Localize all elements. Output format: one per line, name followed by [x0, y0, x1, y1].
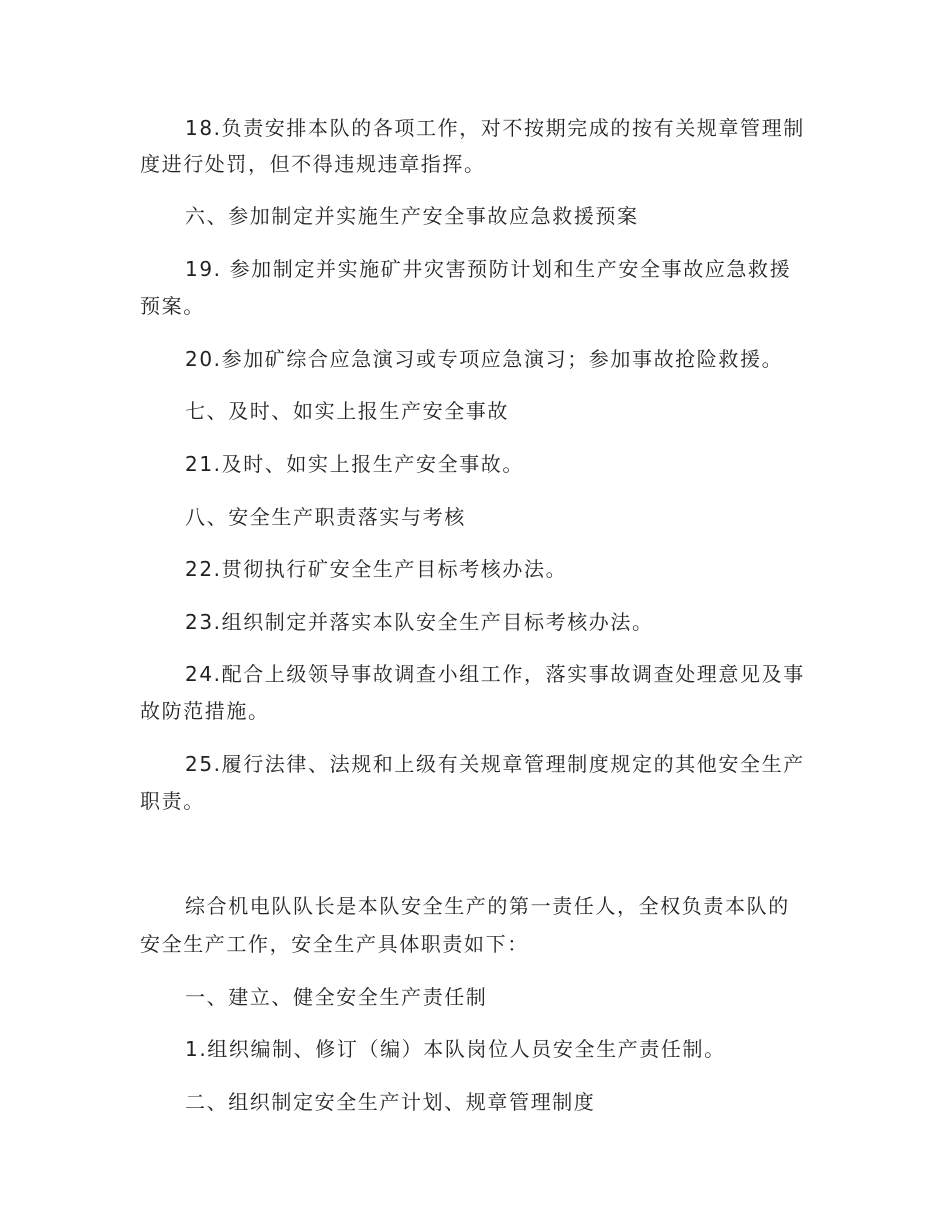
section-6-heading: 六、参加制定并实施生产安全事故应急救援预案	[185, 204, 639, 228]
paragraph-20: 20.参加矿综合应急演习或专项应急演习；参加事故抢险救援。	[185, 347, 784, 371]
paragraph-25-line-1: 25.履行法律、法规和上级有关规章管理制度规定的其他安全生产	[185, 752, 805, 776]
paragraph-18-line-2: 度进行处罚，但不得违规违章指挥。	[140, 152, 486, 176]
section-2-heading: 二、组织制定安全生产计划、规章管理制度	[185, 1090, 596, 1114]
paragraph-22: 22.贯彻执行矿安全生产目标考核办法。	[185, 557, 568, 581]
paragraph-25-line-2: 职责。	[140, 789, 205, 813]
paragraph-19-line-1: 19. 参加制定并实施矿井灾害预防计划和生产安全事故应急救援	[185, 257, 792, 281]
paragraph-18-line-1: 18.负责安排本队的各项工作，对不按期完成的按有关规章管理制	[185, 116, 805, 140]
section-8-heading: 八、安全生产职责落实与考核	[185, 505, 466, 529]
section-7-heading: 七、及时、如实上报生产安全事故	[185, 399, 509, 423]
paragraph-21: 21.及时、如实上报生产安全事故。	[185, 452, 525, 476]
section-1-heading: 一、建立、健全安全生产责任制	[185, 985, 488, 1009]
paragraph-23: 23.组织制定并落实本队安全生产目标考核办法。	[185, 610, 654, 634]
intro-paragraph-line-2: 安全生产工作，安全生产具体职责如下：	[140, 932, 529, 956]
paragraph-24-line-1: 24.配合上级领导事故调查小组工作，落实事故调查处理意见及事	[185, 662, 805, 686]
paragraph-19-line-2: 预案。	[140, 294, 205, 318]
intro-paragraph-line-1: 综合机电队队长是本队安全生产的第一责任人，全权负责本队的	[185, 894, 790, 918]
paragraph-1: 1.组织编制、修订（编）本队岗位人员安全生产责任制。	[185, 1037, 726, 1061]
paragraph-24-line-2: 故防范措施。	[140, 699, 270, 723]
